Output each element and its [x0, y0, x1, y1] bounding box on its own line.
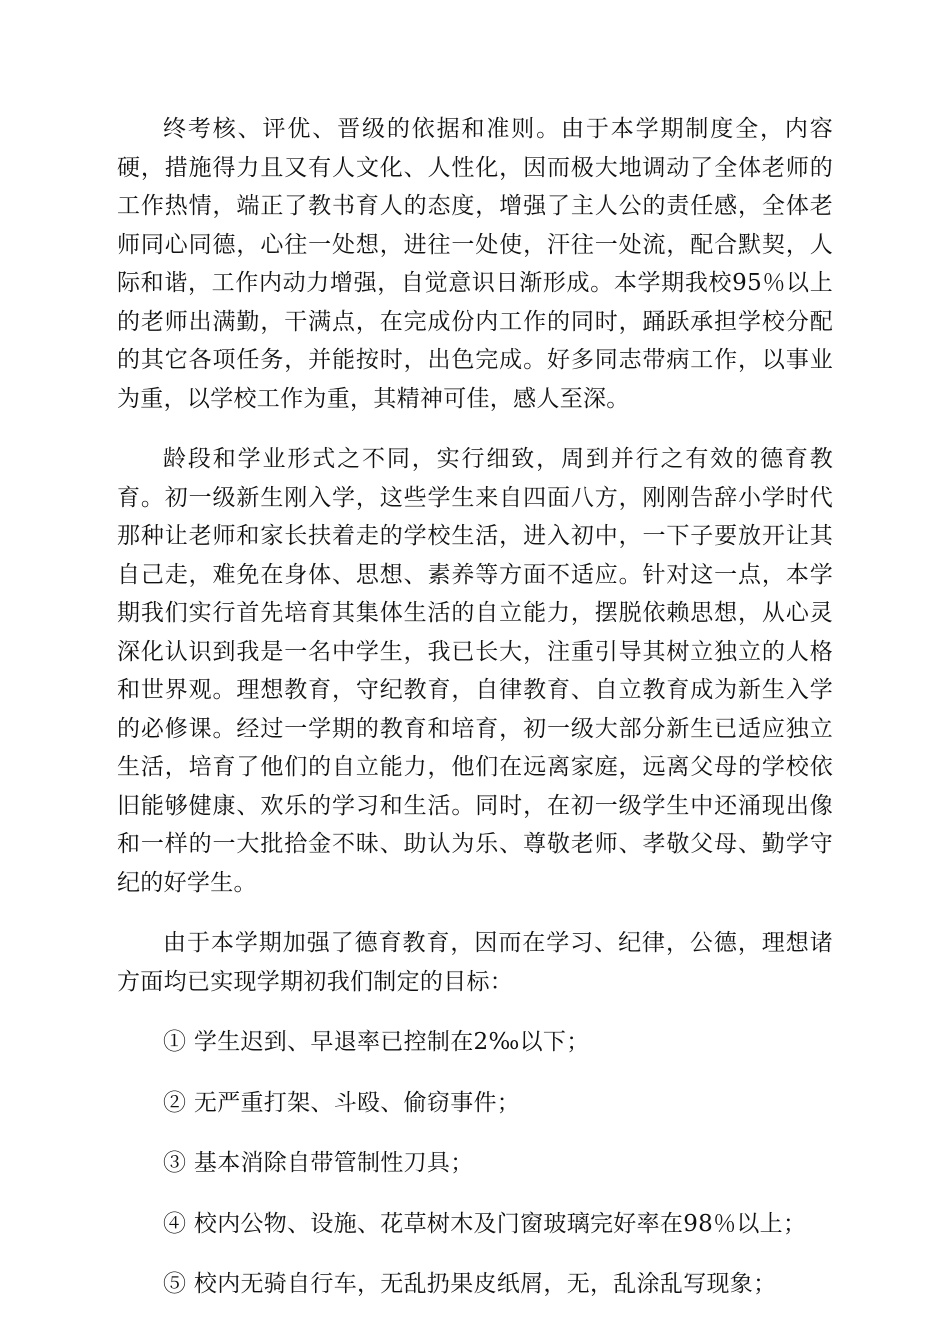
list-item: ③ 基本消除自带管制性刀具； — [163, 1150, 474, 1176]
list-item: ② 无严重打架、斗殴、偷窃事件； — [163, 1089, 521, 1116]
paragraph-goals-intro: 由于本学期加强了德育教育，因而在学习、纪律，公德，理想诸方面均已实现学期初我们制定的目标： — [117, 930, 833, 995]
paragraph-moral-education: 龄段和学业形式之不同，实行细致，周到并行之有效的德育教育。初一级新生刚入学，这些学生来自四面八方，刚刚告辞小学时代那种让老师和家长扶着走的学校生活，进入初中，一下子要放开让其自己走，难免在身体、思想、素养等方面不适应。针对这一点，本学期我们实行首先培育其集体生活的自立能力，摆脱依赖思想，从心灵深化认识到我是一名中学生，我已长大，注重引导其树立独立的人格和世界观。理想教育，守纪教育，自律教育、自立教育成为新生入学的必修课。经过一学期的教育和培育，初一级大部分新生已适应独立生活，培育了他们的自立能力，他们在远离家庭，远离父母的学校依旧能够健康、欢乐的学习和生活。同时，在初一级学生中还涌现出像和一样的一大批拾金不昧、助认为乐、尊敬老师、孝敬父母、勤学守纪的好学生。 — [117, 446, 833, 896]
paragraph-teacher-evaluation: 终考核、评优、晋级的依据和准则。由于本学期制度全，内容硬，措施得力且又有人文化、人性化，因而极大地调动了全体老师的工作热情，端正了教书育人的态度，增强了主人公的责任感，全体老师同心同德，心往一处想，进往一处使，汗往一处流，配合默契，人际和谐，工作内动力增强，自觉意识日渐形成。本学期我校95％以上的老师出满勤，干满点，在完成份内工作的同时，踊跃承担学校分配的其它各项任务，并能按时，出色完成。好多同志带病工作，以事业为重，以学校工作为重，其精神可佳，感人至深。 — [117, 116, 833, 412]
list-item: ⑤ 校内无骑自行车，无乱扔果皮纸屑，无，乱涂乱写现象； — [163, 1271, 777, 1297]
goals-list — [117, 1023, 833, 1304]
list-item: ④ 校内公物、设施、花草树木及门窗玻璃完好率在98％以上； — [163, 1210, 807, 1237]
list-item: ① 学生迟到、早退率已控制在2‰以下； — [163, 1029, 590, 1055]
